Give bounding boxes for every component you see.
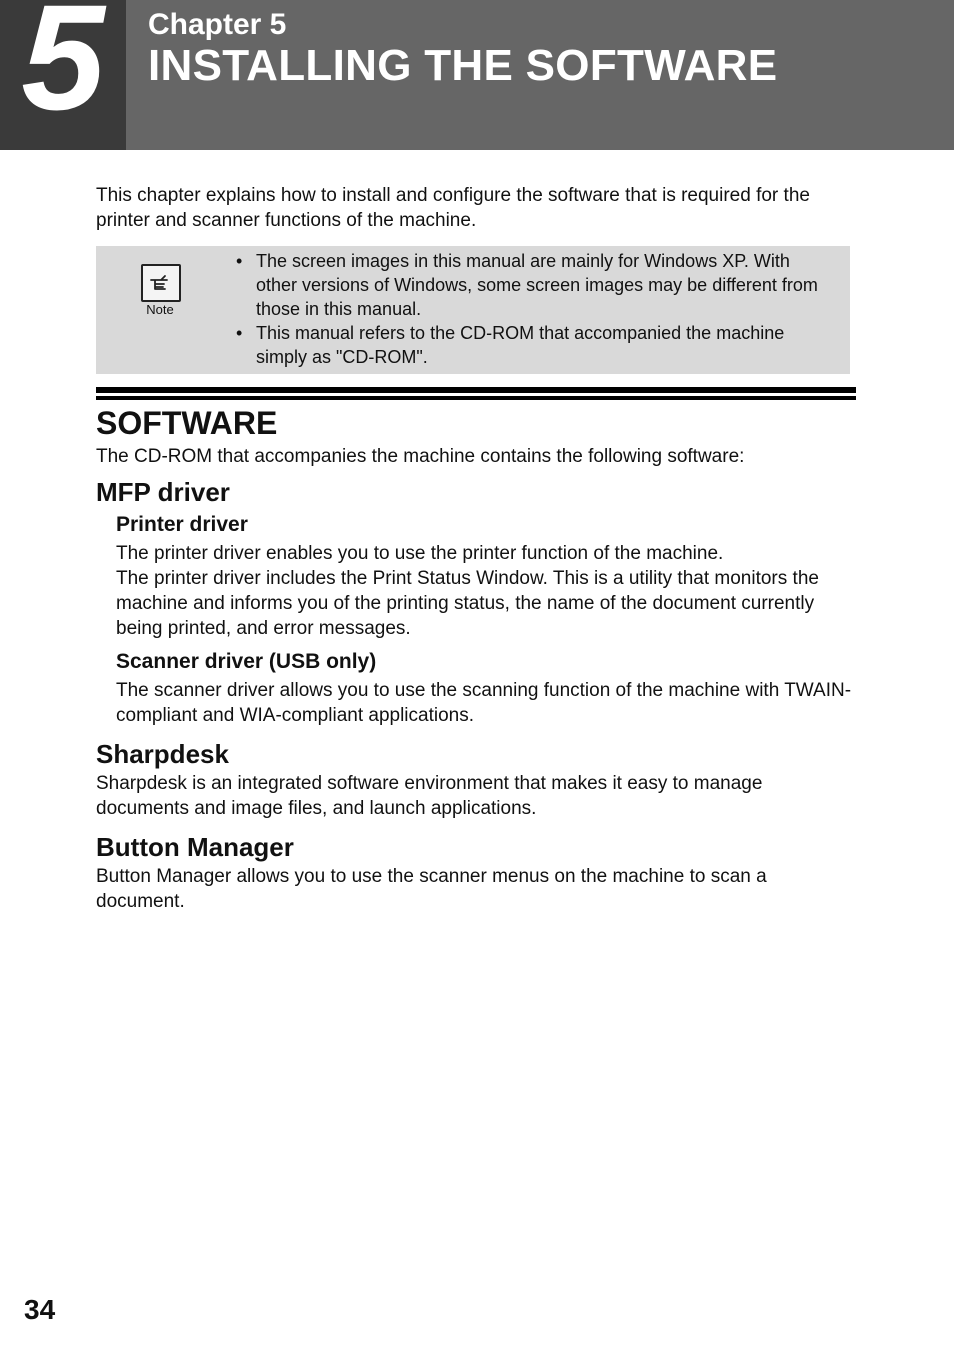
section-divider-thick bbox=[96, 387, 856, 393]
chapter-label: Chapter 5 bbox=[148, 8, 287, 41]
note-label: Note bbox=[146, 302, 174, 317]
chapter-number: 5 bbox=[21, 0, 105, 141]
heading-scanner-driver: Scanner driver (USB only) bbox=[116, 650, 377, 673]
scanner-driver-text: The scanner driver allows you to use the scanning function of the machine with TWAIN-compliant and WIA-compliant applications. bbox=[116, 680, 852, 726]
chapter-intro: This chapter explains how to install and configure the software that is required for the printer and scanner functions of the machine. bbox=[96, 185, 810, 231]
sharpdesk-text: Sharpdesk is an integrated software environment that makes it easy to manage documents and image files, and launch applications. bbox=[96, 773, 763, 819]
note-item: • This manual refers to the CD-ROM that accompanied the machine simply as "CD-ROM". bbox=[234, 321, 834, 369]
note-list bbox=[234, 249, 834, 369]
chapter-title: INSTALLING THE SOFTWARE bbox=[148, 41, 778, 90]
heading-button-manager: Button Manager bbox=[96, 832, 294, 862]
heading-mfp-driver: MFP driver bbox=[96, 477, 230, 507]
section-divider-thin bbox=[96, 396, 856, 400]
section-heading-software: SOFTWARE bbox=[96, 405, 278, 441]
heading-sharpdesk: Sharpdesk bbox=[96, 739, 229, 769]
heading-printer-driver: Printer driver bbox=[116, 513, 248, 536]
button-manager-text: Button Manager allows you to use the scanner menus on the machine to scan a document. bbox=[96, 866, 767, 912]
note-item: • The screen images in this manual are mainly for Windows XP. With other versions of Windows, some screen images may be different from those in this manual. bbox=[234, 249, 834, 321]
page-number: 34 bbox=[24, 1294, 56, 1325]
chapter-number-box bbox=[0, 0, 126, 150]
printer-driver-text-1: The printer driver enables you to use the printer function of the machine. bbox=[116, 543, 724, 564]
printer-driver-text-2: The printer driver includes the Print Status Window. This is a utility that monitors the machine and informs you of the printing status, the name of the document currently being printed, and error messages. bbox=[116, 568, 819, 639]
pointing-hand-icon bbox=[141, 264, 181, 302]
software-intro: The CD-ROM that accompanies the machine contains the following software: bbox=[96, 446, 745, 467]
note-box bbox=[96, 246, 850, 374]
